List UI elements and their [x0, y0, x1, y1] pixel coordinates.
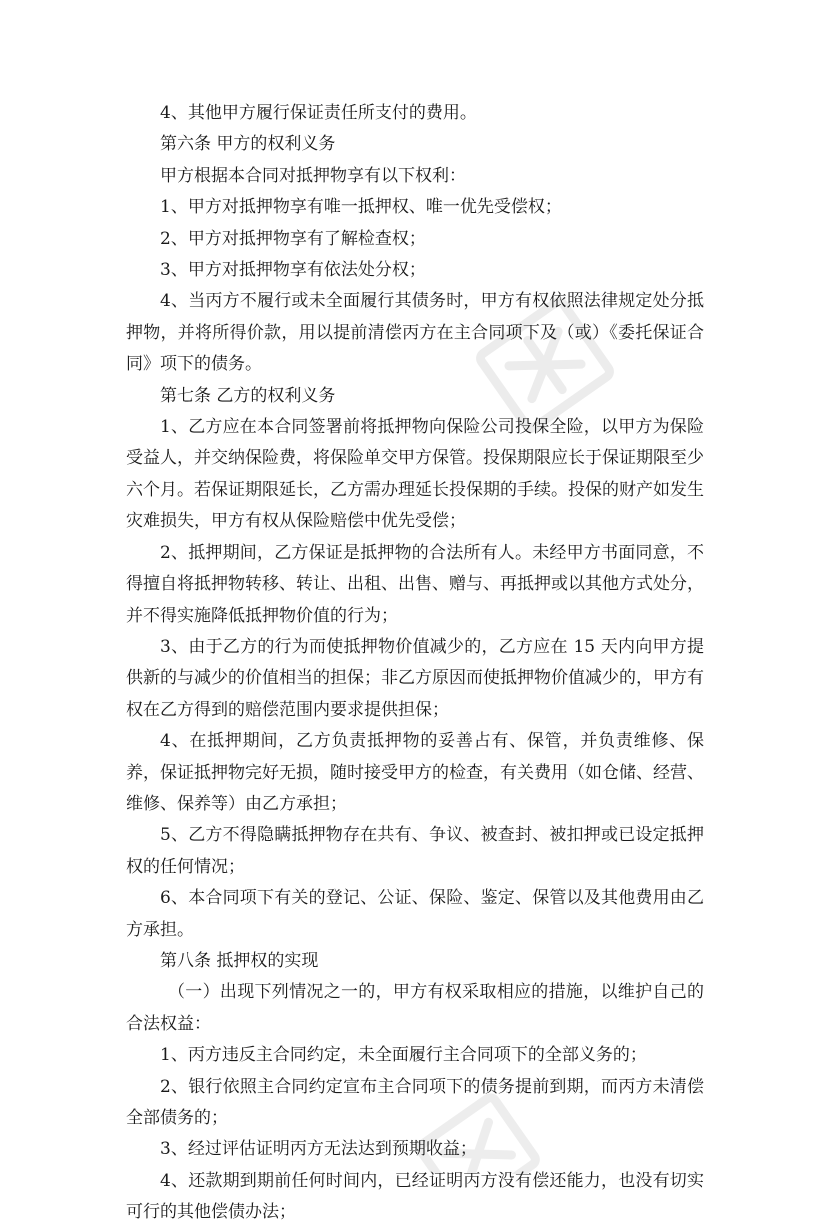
paragraph: 4、在抵押期间，乙方负责抵押物的妥善占有、保管，并负责维修、保养，保证抵押物完好无损，随时接受甲方的检查，有关费用（如仓储、经营、维修、保养等）由乙方承担；	[126, 731, 704, 814]
section-heading: 第八条 抵押权的实现	[160, 950, 319, 971]
paragraph: 1、乙方应在本合同签署前将抵押物向保险公司投保全险，以甲方为保险受益人，并交纳保险费，将保险单交甲方保管。投保期限应长于保证期限至少六个月。若保证期限延长，乙方需办理延长投保期的手续。投保的财产如发生灾难损失，甲方有权从保险赔偿中优先受偿；	[126, 417, 704, 532]
paragraph: 2、抵押期间，乙方保证是抵押物的合法所有人。未经甲方书面同意，不得擅自将抵押物转移、转让、出租、出售、赠与、再抵押或以其他方式处分，并不得实施降低抵押物价值的行为；	[126, 542, 704, 626]
paragraph: 6、本合同项下有关的登记、公证、保险、鉴定、保管以及其他费用由乙方承担。	[126, 888, 704, 940]
paragraph: 3、由于乙方的行为而使抵押物价值减少的，乙方应在 15 天内向甲方提供新的与减少的价值相当的担保；非乙方原因而使抵押物价值减少的，甲方有权在乙方得到的赔偿范围内要求提供担保；	[126, 636, 704, 720]
paragraph: 4、其他甲方履行保证责任所支付的费用。	[160, 103, 477, 123]
paragraph: 甲方根据本合同对抵押物享有以下权利：	[160, 165, 466, 186]
paragraph: 2、甲方对抵押物享有了解检查权；	[160, 228, 426, 249]
paragraph: 4、当丙方不履行或未全面履行其债务时，甲方有权依照法律规定处分抵押物，并将所得价款，用以提前清偿丙方在主合同项下及（或）《委托保证合同》项下的债务。	[126, 291, 704, 375]
paragraph: 1、甲方对抵押物享有唯一抵押权、唯一优先受偿权；	[160, 197, 562, 218]
paragraph: 1、丙方违反主合同约定，未全面履行主合同项下的全部义务的；	[160, 1045, 647, 1066]
section-heading: 第六条 甲方的权利义务	[160, 134, 336, 155]
paragraph: 3、经过评估证明丙方无法达到预期收益；	[160, 1139, 477, 1160]
document-body	[126, 98, 704, 1229]
paragraph: 3、甲方对抵押物享有依法处分权；	[160, 260, 426, 281]
section-heading: 第七条 乙方的权利义务	[160, 385, 336, 406]
paragraph: 5、乙方不得隐瞒抵押物存在共有、争议、被查封、被扣押或已设定抵押权的任何情况；	[126, 825, 704, 877]
paragraph: 4、还款期到期前任何时间内，已经证明丙方没有偿还能力，也没有切实可行的其他偿债办法；	[126, 1170, 704, 1223]
paragraph: 2、银行依照主合同约定宣布主合同项下的债务提前到期，而丙方未清偿全部债务的；	[126, 1076, 704, 1128]
paragraph: （一）出现下列情况之一的，甲方有权采取相应的措施，以维护自己的合法权益：	[126, 982, 704, 1034]
